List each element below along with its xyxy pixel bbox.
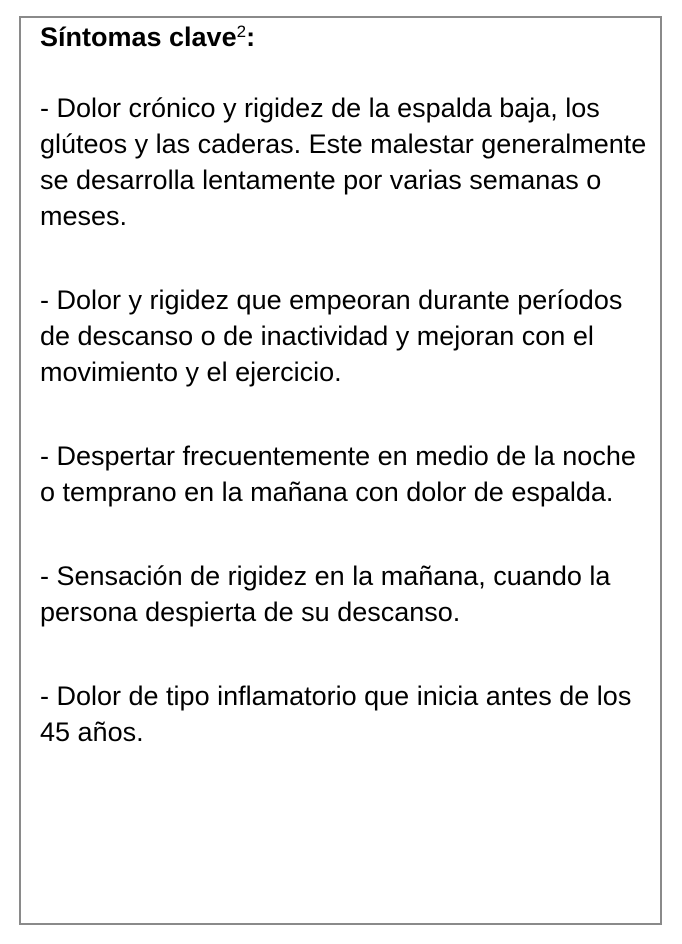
section-title-colon: : [246, 22, 256, 52]
symptoms-panel [40, 19, 655, 798]
symptom-item-3: - Despertar frecuentemente en medio de la noche o temprano en la mañana con dolor de espalda. [40, 441, 636, 507]
symptom-item-4: - Sensación de rigidez en la mañana, cuando la persona despierta de su descanso. [40, 561, 611, 627]
symptom-item-1: - Dolor crónico y rigidez de la espalda baja, los glúteos y las caderas. Este malestar generalmente se desarrolla lentamente por varias semanas o meses. [40, 93, 647, 231]
section-title [40, 19, 655, 55]
section-title-text: Síntomas clave [40, 22, 237, 52]
footnote-reference: 2 [236, 22, 247, 41]
symptom-item-2: - Dolor y rigidez que empeoran durante períodos de descanso o de inactividad y mejoran con el movimiento y el ejercicio. [40, 285, 623, 387]
symptom-item-5: - Dolor de tipo inflamatorio que inicia antes de los 45 años. [40, 681, 632, 747]
